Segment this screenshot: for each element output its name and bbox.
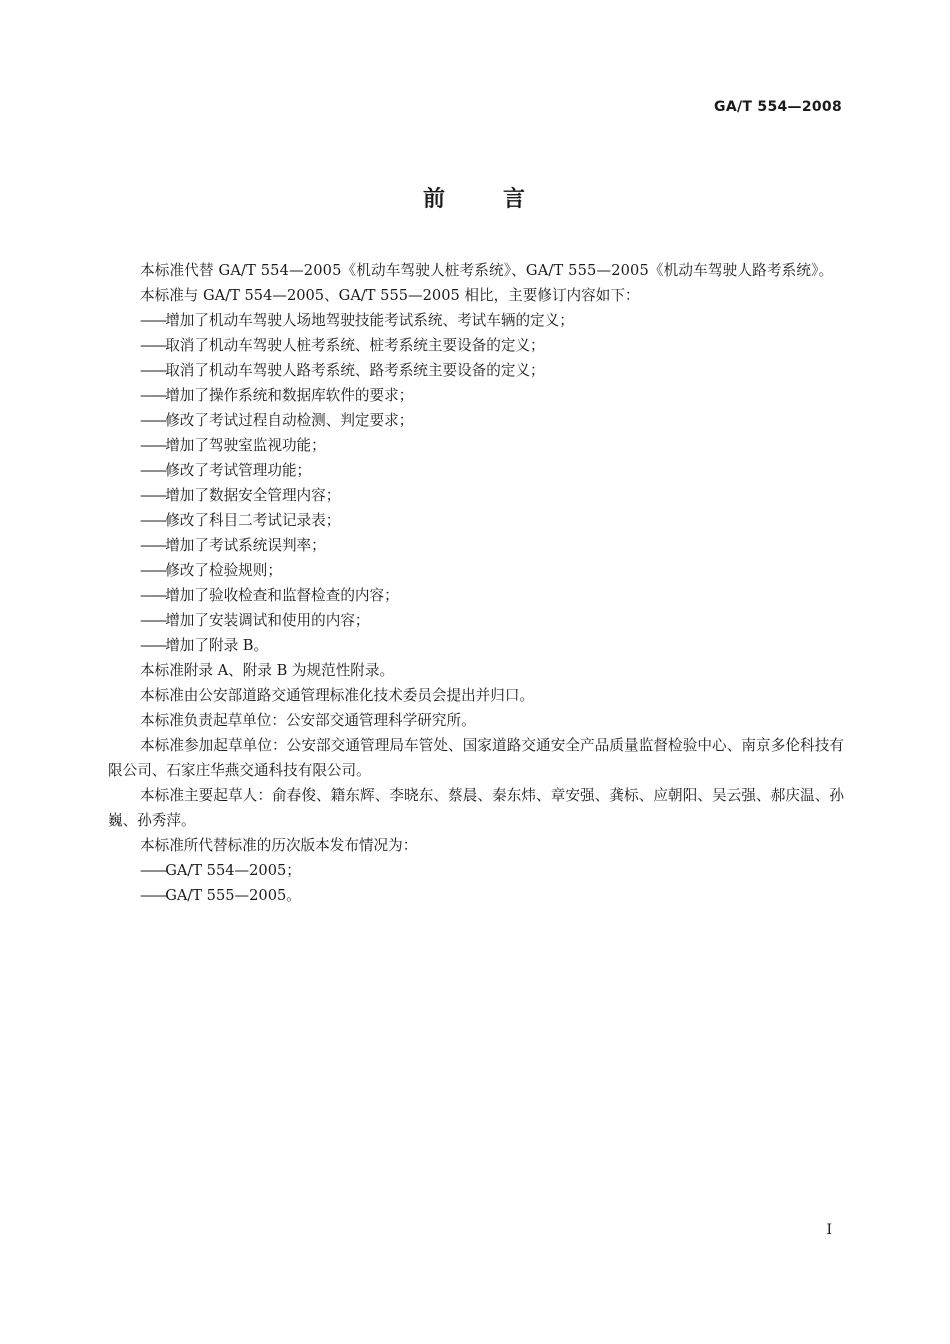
list-item: ——修改了考试管理功能； — [140, 462, 312, 479]
replaces-paragraph: 本标准代替 GA/T 554—2005《机动车驾驶人桩考系统》、GA/T 555—2005《机动车驾驶人路考系统》。 — [140, 262, 834, 279]
history-list — [108, 858, 844, 908]
list-item: ——修改了检验规则； — [140, 562, 282, 579]
title-char-1: 前 — [422, 187, 447, 212]
list-item: ——GA/T 555—2005。 — [140, 887, 301, 904]
list-item: ——取消了机动车驾驶人桩考系统、桩考系统主要设备的定义； — [140, 337, 545, 354]
list-item: ——增加了机动车驾驶人场地驾驶技能考试系统、考试车辆的定义； — [140, 312, 574, 329]
list-item: ——增加了驾驶室监视功能； — [140, 437, 326, 454]
responsible-unit-paragraph: 本标准负责起草单位：公安部交通管理科学研究所。 — [140, 712, 476, 729]
appendix-paragraph: 本标准附录 A、附录 B 为规范性附录。 — [140, 662, 395, 679]
changes-list — [108, 308, 844, 658]
list-item: ——增加了安装调试和使用的内容； — [140, 612, 370, 629]
list-item: ——修改了科目二考试记录表； — [140, 512, 341, 529]
list-item: ——取消了机动车驾驶人路考系统、路考系统主要设备的定义； — [140, 362, 545, 379]
list-item: ——增加了数据安全管理内容； — [140, 487, 341, 504]
list-item: ——修改了考试过程自动检测、判定要求； — [140, 412, 414, 429]
history-intro-paragraph: 本标准所代替标准的历次版本发布情况为： — [140, 837, 418, 854]
page-title — [0, 182, 950, 213]
document-body — [108, 258, 844, 908]
standard-code-header: GA/T 554—2008 — [714, 99, 842, 115]
drafters-paragraph: 本标准主要起草人：俞春俊、籍东辉、李晓东、蔡晨、秦东炜、章安强、龚标、应朝阳、吴云强、郝庆温、孙巍、孙秀萍。 — [108, 787, 844, 829]
changes-intro-paragraph: 本标准与 GA/T 554—2005、GA/T 555—2005 相比，主要修订内容如下： — [140, 287, 640, 304]
participating-units-paragraph: 本标准参加起草单位：公安部交通管理局车管处、国家道路交通安全产品质量监督检验中心、南京多伦科技有限公司、石家庄华燕交通科技有限公司。 — [108, 737, 844, 779]
list-item: ——增加了考试系统误判率； — [140, 537, 326, 554]
proposer-paragraph: 本标准由公安部道路交通管理标准化技术委员会提出并归口。 — [140, 687, 535, 704]
list-item: ——增加了验收检查和监督检查的内容； — [140, 587, 399, 604]
page-number: I — [826, 1222, 832, 1238]
list-item: ——增加了操作系统和数据库软件的要求； — [140, 387, 414, 404]
list-item: ——GA/T 554—2005； — [140, 862, 301, 879]
list-item: ——增加了附录 B。 — [140, 637, 269, 654]
title-char-2: 言 — [503, 187, 528, 212]
